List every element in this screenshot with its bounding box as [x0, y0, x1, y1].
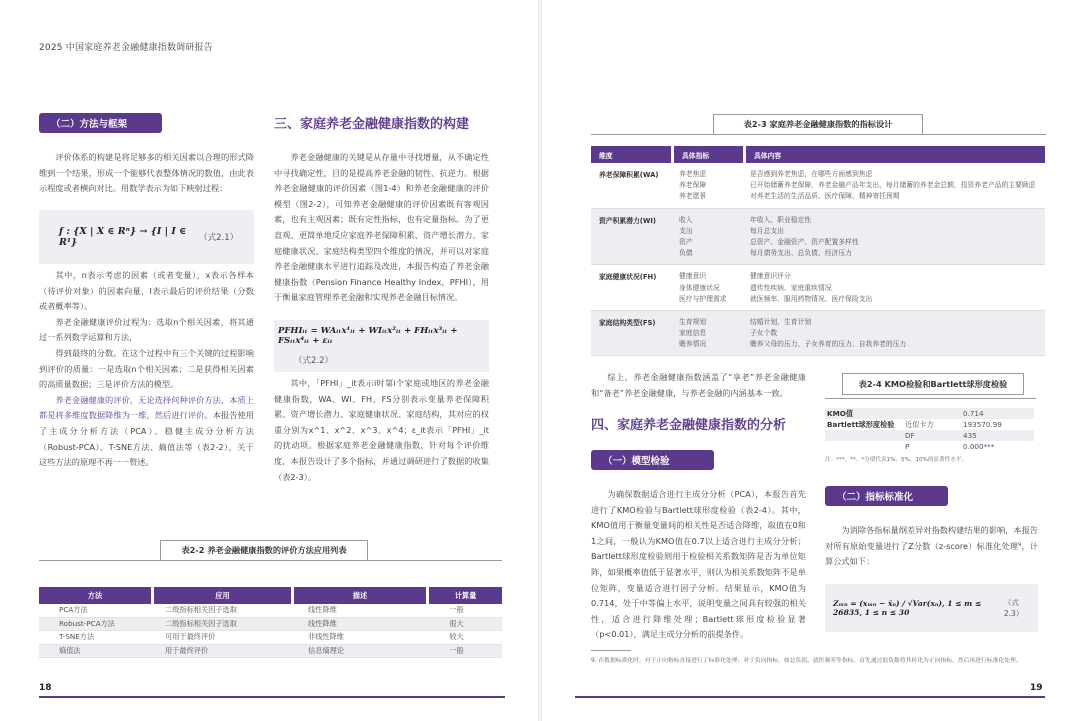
table-row: [591, 209, 1045, 266]
highlight-text: 养老金融健康的评价，无论选择何种评价方法，本质上都是将多维度数据降维为一维，然后进行评价。: [39, 394, 254, 421]
content-list: [742, 317, 1045, 351]
table-2-4-caption: 表2-4 KMO检验和Bartlett球形度检验: [842, 373, 1024, 395]
paragraph: 养老金融健康的关键是从存量中寻找增量，从不确定性中寻找确定性，目的是提高养老金融的韧性、抗逆力。根据养老金融健康的评价因素（图1-4）和养老金融健康的评价模型（图2-2），可知养老金融健康的评价因素既有客观因素，也有主观因素；既有定性指标，也有定量指标。为了更直观、更简单地反应家庭养老保障积累、资产增长潜力、家庭健康状况、家庭结构类型四个维度的情况，并可以对家庭养老金融健康水平进行追踪及改进，本报告构造了养老金融健康指数（Pension Finance Healthy Index，PFHI），用于衡量家庭管理养老金融和实现养老金融目标情况。: [274, 152, 489, 303]
indicator: 家庭信息: [679, 329, 707, 338]
header-cell: 具体指标: [674, 146, 743, 163]
left-para-1: [39, 150, 254, 197]
table-cell: 193570.99: [963, 420, 1002, 429]
formula-2-3: [825, 584, 1038, 632]
formula-number: （式2.2）: [294, 356, 334, 366]
table-cell: 较大: [449, 632, 464, 642]
indicator: 身体健康状况: [679, 283, 720, 292]
content: 结婚计划、生育计划: [750, 317, 812, 326]
summary-para: [591, 370, 806, 401]
formula-number: （式2.3）: [1003, 598, 1024, 618]
caption-rule: [39, 560, 502, 561]
indicator: 生育规划: [679, 317, 707, 326]
mid-para-1: [274, 150, 489, 306]
table-row: [591, 311, 1045, 357]
table-cell: 近似卡方: [905, 419, 934, 429]
table-row: [825, 408, 1034, 419]
table-cell: Robust-PCA方法: [59, 618, 115, 628]
table-cell: 一般: [449, 645, 464, 655]
table-cell: 线性降维: [308, 605, 337, 615]
table-2-2: [39, 587, 502, 658]
header-cell: 维度: [591, 146, 671, 163]
indicator: 养老愿景: [679, 192, 707, 201]
kmo-value: 0.714: [963, 409, 984, 418]
table-row: [39, 604, 502, 618]
content: 赡养父母的压力、子女养育的压力、自我养老的压力: [750, 340, 907, 349]
dimension-label: 家庭结构类型(FS): [599, 318, 656, 327]
table-body: [591, 163, 1045, 356]
table-header: [39, 587, 502, 604]
paragraph-rest: 本报告使用了主成分分析方法（PCA）、稳健主成分分析方法（Robust-PCA）、T-SNE方法、熵值法等（表2-2），关于这些方法的原理不再一一赘述。: [39, 410, 254, 468]
table-note: 注：***、**、*分别代表1%、5%、10%的显著性水平。: [825, 457, 968, 463]
section-heading-4: 四、家庭养老金融健康指数的分析: [591, 418, 787, 433]
paragraph: 评价体系的构建是将足够多的相关因素以合理的形式降维到一个结果，形成一个能够代表整体情况的数值，由此表示程度或者横向对比。用数学表示为如下映射过程：: [39, 152, 254, 194]
section-pill-method: （二）方法与框架: [39, 113, 162, 133]
table-cell: 很大: [449, 618, 464, 628]
content: 是否感到养老焦虑，在哪些方面感到焦虑: [750, 170, 873, 178]
header-cell: 计算量: [429, 587, 502, 604]
caption-rule: [591, 134, 1046, 135]
paragraph: 为确保数据适合进行主成分分析（PCA），本报告首先进行了KMO检验与Bartlett球形度检验（表2-4）。其中，KMO值用于衡量变量间的相关性是否适合降维，取值在0和1之间，一般认为KMO值在0.7以上适合进行主成分分析；Bartlett球形度检验则用于检验相关系数矩阵是否为单位矩阵，如果概率值低于显著水平，则认为相关系数矩阵不是单位矩阵，变量适合进行因子分析。结果显示，KMO值为0.714，处于中等偏上水平，说明变量之间具有较强的相关性，适合进行降维处理；Bartlett球形度检验显著（p<0.01），满足主成分分析的前提条件。: [591, 489, 806, 640]
header-cell: 具体内容: [746, 146, 1045, 163]
indicator: 收入: [679, 215, 693, 224]
table-cell: 435: [963, 431, 977, 440]
section-pill-model: （一）模型检验: [591, 450, 714, 470]
header-cell: 描述: [294, 587, 426, 604]
formula-number: （式2.1）: [199, 233, 239, 243]
dimension-label: 资产积累潜力(WI): [599, 216, 657, 225]
section-pill-standardization: （二）指标标准化: [825, 486, 948, 506]
table-cell: 一般: [449, 605, 464, 615]
footnote-rule: [591, 650, 631, 651]
formula-text: PFHIᵢₜ = WAᵢₜx¹ᵢₜ + WIᵢₜx²ᵢₜ + FHᵢₜx³ᵢₜ + FSᵢₜx⁴ᵢₜ + εᵢₜ: [278, 326, 458, 346]
content: 子女个数: [750, 329, 778, 338]
section-heading-3: 三、家庭养老金融健康指数的构建: [274, 117, 470, 132]
indicator: 健康意识: [679, 272, 707, 281]
table-cell: 非线性降维: [308, 632, 344, 642]
indicator: 养老焦虑: [679, 170, 707, 178]
table-row: [39, 645, 502, 659]
page-number-left: 18: [39, 683, 52, 693]
table-row: [825, 441, 1034, 452]
caption-rule: [825, 398, 1036, 399]
bartlett-label: Bartlett球形度检验: [827, 419, 895, 429]
table-cell: 用于最终评价: [165, 645, 209, 655]
header-cell: 应用: [154, 587, 291, 604]
content: 每月债务支出、总负债、经济压力: [750, 249, 852, 258]
indicator-list: [673, 317, 742, 351]
content: 每月总支出: [750, 226, 784, 235]
left-para-block: [39, 268, 254, 471]
formula-text: Zₘₙ = (xₘₙ − x̄ₙ) / √Var(xₙ), 1 ≤ m ≤ 26835, 1 ≤ n ≤ 30: [833, 599, 982, 617]
content-list: [742, 215, 1045, 260]
indicator-list: [673, 215, 742, 260]
table-cell: 二级指标相关因子选取: [165, 618, 237, 628]
table-row: [39, 631, 502, 645]
paragraph: 综上，养老金融健康指数涵盖了“享老”养老金融健康和“备老”养老金融健康，与养老金融的内涵基本一致。: [591, 372, 806, 398]
paragraph: 其中，「PFHI」_it表示i时第i个家庭或地区的养老金融健康指数，WA、WI、FH、FS分别表示变量养老保障积累、资产增长潜力、家庭健康状况、家庭结构，其对应的权重分别为x^1、x^2、x^3、x^4；ε_it表示「PFHI」_it的扰动项。根据家庭养老金融健康指数，针对每个评价维度，本报告设计了多个指标，并通过调研进行了数据的收集（表2-3）。: [274, 378, 489, 482]
indicator: 支出: [679, 226, 693, 235]
formula-2-2: [274, 320, 489, 372]
footnote: 9. 在数据标准化时，对于正向指标直接进行了标准化处理；对于负向指标，如总负债、就医频率等指标，首先通过取负数将其转化为正向指标，然后再进行标准化处理。: [591, 658, 1022, 664]
indicator: 养老保障: [679, 181, 707, 190]
content-list: [742, 271, 1045, 305]
mid-para-2: [274, 376, 489, 485]
content: 就医频率、服用药物情况、医疗保险支出: [750, 294, 873, 303]
table-cell: PCA方法: [59, 605, 88, 615]
indicator: 负债: [679, 249, 693, 258]
content: 已开始储蓄养老保障，养老金融产品年支出，每月储蓄的养老金总额，投资养老产品的主要顾虑: [750, 181, 1036, 190]
model-para: [591, 487, 806, 643]
paragraph: 为消除各指标量纲差异对指数构建结果的影响，本报告对所有原始变量进行了Z分数（z-score）标准化处理⁹，计算公式如下：: [825, 525, 1038, 567]
dimension-label: 家庭健康状况(FH): [599, 273, 657, 282]
content-list: [742, 169, 1045, 203]
content: 健康意识评分: [750, 272, 791, 281]
paragraph: [39, 393, 254, 471]
table-body: [39, 604, 502, 658]
table-row: [825, 430, 1034, 441]
paragraph: 养老金融健康评价过程为：选取n个相关因素，将其通过一系列数学运算和方法，: [39, 316, 254, 343]
formula-text: f : {X | X ∈ Rⁿ} → {I | I ∈ R¹}: [59, 226, 187, 248]
left-bottom-rule: [39, 696, 505, 698]
content: 对养老生活的生活品质、医疗保障、精神寄托预期: [750, 192, 900, 201]
table-header: [591, 146, 1045, 163]
indicator-list: [673, 169, 742, 203]
indicator: 资产: [679, 237, 693, 246]
dimension-label: 养老保障积累(WA): [599, 171, 659, 179]
table-2-2-caption: 表2-2 养老金融健康指数的评价方法应用列表: [160, 540, 368, 560]
std-para: [825, 523, 1038, 570]
page-number-right: 19: [1030, 683, 1043, 693]
kmo-label: KMO值: [827, 408, 854, 418]
content: 总资产、金融资产、资产配置多样性: [750, 237, 859, 246]
indicator: 医疗与护理需求: [679, 294, 727, 303]
content: 年收入、职业稳定性: [750, 215, 812, 224]
indicator: 赡养情况: [679, 340, 707, 349]
table-cell: 0.000***: [963, 442, 995, 451]
paragraph: 其中，n表示考虑的因素（或者变量），x表示各样本（待评价对象）的因素向量，I表示最后的评价结果（分数或者概率等）。: [39, 270, 254, 312]
table-row: [591, 265, 1045, 311]
table-2-3: [591, 146, 1045, 356]
table-cell: T-SNE方法: [59, 632, 95, 642]
table-cell: 可用于最终评价: [165, 632, 216, 642]
page-spine: [538, 0, 542, 721]
formula-2-1: [39, 210, 254, 264]
header-cell: 方法: [39, 587, 151, 604]
table-cell: 熵值法: [59, 645, 81, 655]
table-row: [39, 618, 502, 632]
table-cell: P: [905, 442, 910, 451]
table-cell: 二级指标相关因子选取: [165, 605, 237, 615]
running-title: 2025 中国家庭养老金融健康指数调研报告: [39, 43, 213, 53]
table-2-4: [825, 408, 1034, 463]
table-2-3-caption: 表2-3 家庭养老金融健康指数的指标设计: [713, 114, 923, 134]
paragraph: 得到最终的分数。在这个过程中有三个关键的过程影响到评价的质量：一是选取n个相关因素；二是获得相关因素的高质量数据；三是评价方法的模型。: [39, 347, 254, 390]
content: 遗传性疾病、家庭重疾情况: [750, 283, 832, 292]
table-cell: 线性降维: [308, 618, 337, 628]
right-bottom-rule: [575, 696, 1045, 698]
table-row: [591, 163, 1045, 209]
table-cell: DF: [905, 431, 915, 440]
table-row: [825, 419, 1034, 430]
indicator-list: [673, 271, 742, 305]
table-cell: 信息熵理论: [308, 645, 344, 655]
